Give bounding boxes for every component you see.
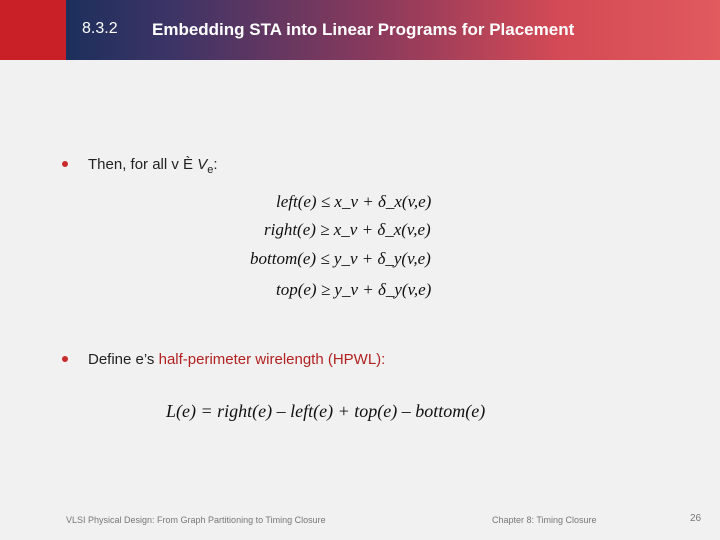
vertex-set-subscript: e: [207, 164, 214, 176]
eq-hpwl: L(e) = right(e) – left(e) + top(e) – bottom(e): [166, 401, 486, 421]
element-of-symbol: Ѐ: [183, 156, 194, 173]
section-number: 8.3.2: [82, 20, 118, 37]
eq-right: right(e) ≥ x_v + δ_x(v,e): [264, 220, 431, 239]
bullet-then-colon: :: [213, 156, 218, 173]
bullet-then: [88, 156, 218, 176]
footer-chapter: Chapter 8: Timing Closure: [492, 515, 597, 525]
bullet-marker: [62, 161, 68, 167]
bullet-define-text: Define e’s: [88, 351, 159, 368]
bullet-define: [88, 351, 385, 368]
footer-book-title: VLSI Physical Design: From Graph Partitioning to Timing Closure: [66, 515, 326, 525]
eq-top: top(e) ≥ y_v + δ_y(v,e): [276, 280, 432, 299]
slide-title: Embedding STA into Linear Programs for Placement: [152, 20, 575, 39]
eq-left: left(e) ≤ x_v + δ_x(v,e): [276, 192, 432, 211]
bullet-marker: [62, 356, 68, 362]
vertex-set-label: V: [197, 156, 208, 173]
hpwl-highlight: half-perimeter wirelength (HPWL):: [158, 351, 386, 368]
bullet-then-text: Then, for all v: [88, 156, 179, 173]
page-number: 26: [690, 513, 702, 524]
eq-bottom: bottom(e) ≤ y_v + δ_y(v,e): [250, 249, 431, 268]
